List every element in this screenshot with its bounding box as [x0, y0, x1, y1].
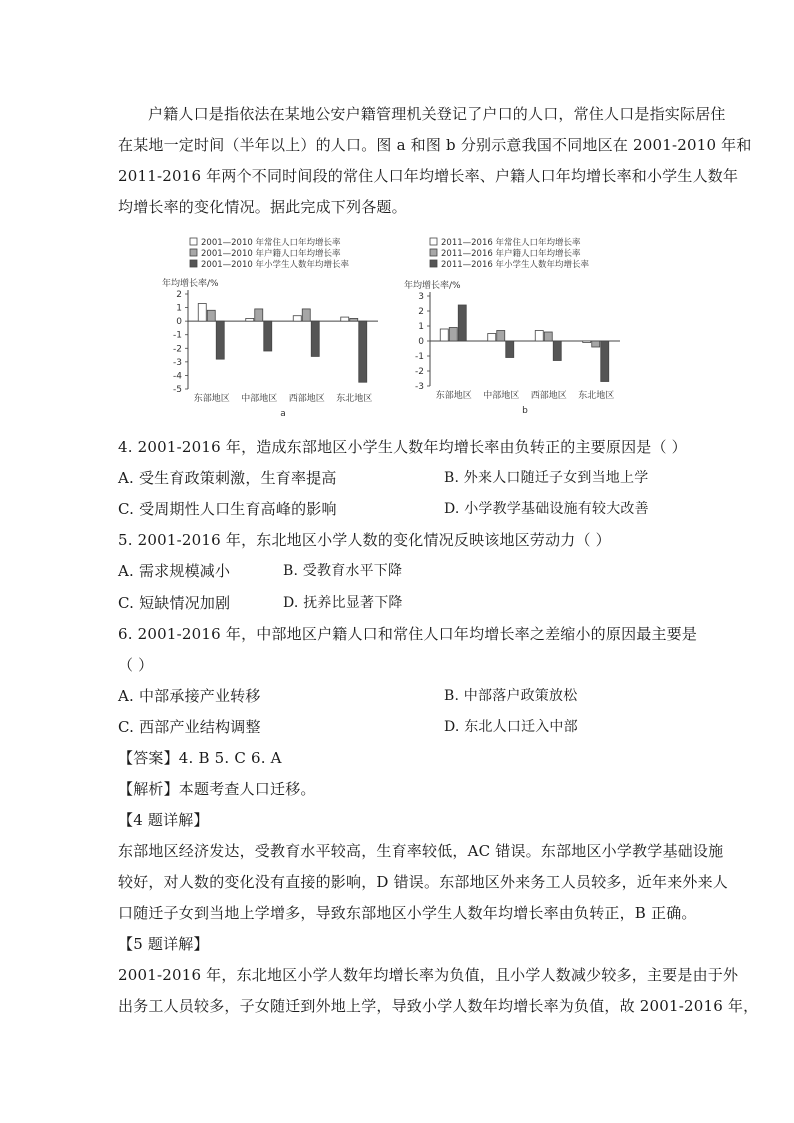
legend-swatch: [190, 238, 197, 245]
bar: [350, 318, 358, 321]
detail-4-line-1: 东部地区经济发达，受教育水平较高，生育率较低，AC 错误。东部地区小学教学基础设施: [118, 842, 724, 860]
y-axis-label: 年均增长率/%: [162, 279, 219, 289]
q6-option-b: B. 中部落户政策放松: [444, 688, 578, 704]
bar: [497, 331, 505, 342]
chart-caption: b: [522, 406, 528, 416]
category-label: 中部地区: [483, 391, 520, 401]
y-tick-label: 1: [418, 322, 424, 332]
bar: [583, 341, 591, 343]
bar: [592, 341, 600, 347]
legend-label: 2011—2016 年户籍人口年均增长率: [441, 249, 581, 259]
q4-option-b: B. 外来人口随迁子女到当地上学: [444, 470, 649, 486]
intro-line-4: 均增长率的变化情况。据此完成下列各题。: [118, 198, 407, 216]
q6-stem: 6. 2001-2016 年，中部地区户籍人口和常住人口年均增长率之差缩小的原因最主要是: [118, 625, 698, 643]
intro-line-2: 在某地一定时间（半年以上）的人口。图 a 和图 b 分别示意我国不同地区在 2001-2010 年和: [118, 136, 752, 154]
q6-stem-paren: （ ）: [118, 656, 154, 674]
detail-5-line-1: 2001-2016 年，东北地区小学人数年均增长率为负值，且小学人数减少较多，主要是由于外: [118, 966, 739, 984]
figure-charts: [160, 232, 640, 422]
y-tick-label: 2: [176, 290, 182, 300]
y-tick-label: 3: [418, 292, 424, 302]
q4-stem: 4. 2001-2016 年，造成东部地区小学生人数年均增长率由负转正的主要原因是（ ）: [118, 438, 687, 456]
y-tick-label: -2: [415, 367, 424, 377]
bar: [359, 321, 367, 382]
legend-label: 2011—2016 年常住人口年均增长率: [441, 238, 581, 248]
q5-option-c: C. 短缺情况加剧: [118, 594, 231, 612]
category-label: 东北地区: [578, 391, 615, 401]
y-tick-label: -2: [173, 344, 182, 355]
y-tick-label: 0: [176, 317, 182, 328]
q5-option-a: A. 需求规模减小: [118, 562, 231, 580]
bar: [458, 305, 466, 341]
y-tick-label: -1: [173, 330, 182, 341]
category-label: 东部地区: [193, 394, 230, 404]
legend-swatch: [190, 260, 197, 267]
y-tick-label: -4: [173, 371, 182, 382]
bar: [311, 321, 319, 356]
detail-4-line-3: 口随迁子女到当地上学增多，导致东部地区小学生人数年均增长率由负转正，B 正确。: [118, 904, 697, 922]
legend-label: 2001—2010 年小学生人数年均增长率: [201, 260, 349, 270]
bar: [341, 317, 349, 321]
bar: [440, 329, 448, 341]
legend-swatch: [430, 260, 437, 267]
bar: [207, 310, 215, 321]
bar: [302, 309, 310, 321]
bar: [449, 328, 457, 342]
legend-label: 2001—2010 年常住人口年均增长率: [201, 238, 341, 248]
intro-line-1: 户籍人口是指依法在某地公安户籍管理机关登记了户口的人口，常住人口是指实际居住: [148, 105, 726, 123]
chart-caption: a: [280, 409, 286, 419]
q6-option-a: A. 中部承接产业转移: [118, 687, 261, 705]
detail-5-title: 【5 题详解】: [118, 935, 209, 953]
q4-option-c: C. 受周期性人口生育高峰的影响: [118, 500, 337, 518]
q4-option-a: A. 受生育政策刺激，生育率提高: [118, 469, 337, 487]
y-tick-label: 1: [176, 303, 182, 314]
bar: [488, 334, 496, 342]
bar: [601, 341, 609, 382]
bar: [198, 304, 206, 322]
q5-option-b: B. 受教育水平下降: [283, 563, 403, 579]
category-label: 西部地区: [288, 394, 325, 404]
q6-option-c: C. 西部产业结构调整: [118, 718, 261, 736]
charts-svg: [160, 232, 640, 422]
legend-swatch: [430, 238, 437, 245]
detail-4-title: 【4 题详解】: [118, 811, 209, 829]
legend-label: 2001—2010 年户籍人口年均增长率: [201, 249, 341, 259]
category-label: 东部地区: [435, 391, 472, 401]
y-tick-label: -5: [173, 385, 182, 395]
y-axis-label: 年均增长率/%: [404, 281, 461, 291]
category-label: 中部地区: [241, 394, 278, 404]
bar: [553, 341, 561, 361]
category-label: 东北地区: [336, 394, 373, 404]
analysis-line: 【解析】本题考查人口迁移。: [118, 780, 316, 798]
answer-line: 【答案】4. B 5. C 6. A: [118, 749, 282, 767]
y-tick-label: -3: [415, 382, 424, 392]
bar: [293, 316, 301, 321]
bar: [216, 321, 224, 359]
detail-5-line-2: 出务工人员较多，子女随迁到外地上学，导致小学人数年均增长率为负值，故 2001-2016 年，: [118, 997, 759, 1015]
bar: [255, 309, 263, 321]
q4-option-d: D. 小学教学基础设施有较大改善: [444, 501, 649, 517]
intro-line-3: 2011-2016 年两个不同时间段的常住人口年均增长率、户籍人口年均增长率和小学生人数年: [118, 167, 739, 185]
y-tick-label: -1: [415, 352, 424, 362]
q6-option-d: D. 东北人口迁入中部: [444, 719, 578, 735]
y-tick-label: 2: [418, 307, 424, 317]
y-tick-label: -3: [173, 357, 182, 368]
bar: [246, 318, 254, 321]
detail-4-line-2: 较好，对人数的变化没有直接的影响，D 错误。东部地区外来务工人员较多，近年来外来人: [118, 873, 728, 891]
legend-swatch: [430, 249, 437, 256]
category-label: 西部地区: [530, 391, 567, 401]
bar: [506, 341, 514, 358]
q5-stem: 5. 2001-2016 年，东北地区小学人数的变化情况反映该地区劳动力（ ）: [118, 531, 611, 549]
legend-swatch: [190, 249, 197, 256]
bar: [535, 331, 543, 342]
legend-label: 2011—2016 年小学生人数年均增长率: [441, 260, 589, 270]
y-tick-label: 0: [418, 337, 424, 347]
bar: [264, 321, 272, 351]
bar: [544, 332, 552, 341]
q5-option-d: D. 抚养比显著下降: [283, 595, 403, 611]
